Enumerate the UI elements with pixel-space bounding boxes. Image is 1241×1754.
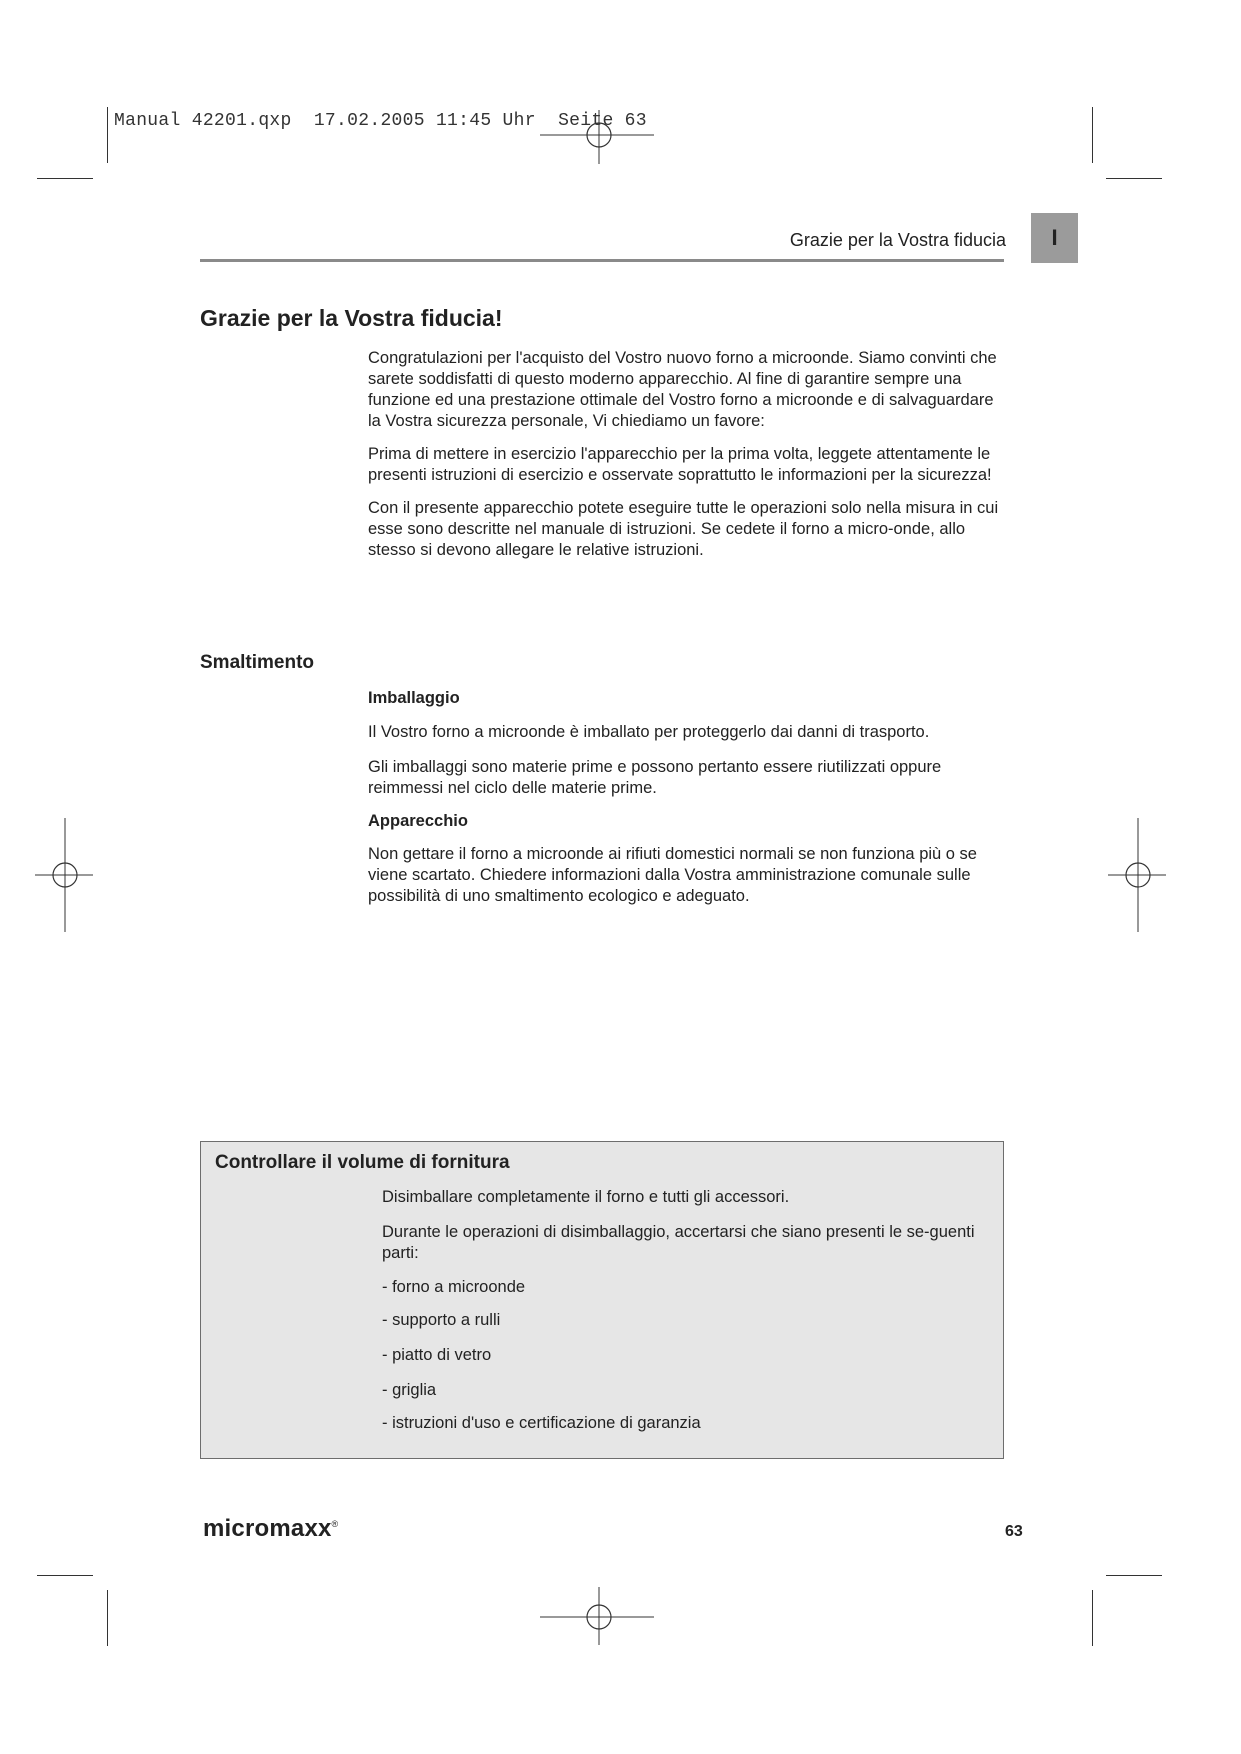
registration-mark-icon <box>35 818 95 934</box>
brand-name: micromaxx <box>203 1515 332 1542</box>
intro-text <box>368 348 1008 561</box>
crop-mark <box>1106 178 1162 179</box>
list-item: - supporto a rulli <box>382 1311 501 1329</box>
paragraph: Durante le operazioni di disimballaggio, accertarsi che siano presenti le se-guenti parti: <box>382 1223 975 1262</box>
list-item: - istruzioni d'uso e certificazione di garanzia <box>382 1414 701 1432</box>
paragraph: Il Vostro forno a microonde è imballato per proteggerlo dai danni di trasporto. <box>368 723 930 741</box>
crop-mark <box>37 1575 93 1576</box>
crop-mark <box>1092 107 1093 163</box>
list-item: - piatto di vetro <box>382 1346 492 1364</box>
brand-logo <box>203 1515 338 1543</box>
header-rule <box>200 259 1004 262</box>
crop-mark <box>107 107 108 163</box>
crop-mark <box>107 1590 108 1646</box>
page-title: Grazie per la Vostra fiducia! <box>200 305 503 331</box>
subheading: Imballaggio <box>368 689 460 707</box>
crop-mark <box>37 178 93 179</box>
paragraph: Congratulazioni per l'acquisto del Vostro nuovo forno a microonde. Siamo convinti che sarete soddisfatti di questo moderno apparecchio. Al fine di garantire sempre una funzione ed una prestazione ottimale del Vostro forno a microonde e di salvaguardare la Vostra sicurezza personale, Vi chiediamo un favore: <box>368 349 997 430</box>
section-heading: Smaltimento <box>200 652 315 673</box>
disposal-text <box>368 688 1008 907</box>
box-title: Controllare il volume di fornitura <box>215 1152 510 1173</box>
delivery-contents-box <box>200 1141 1004 1459</box>
box-content <box>382 1187 982 1434</box>
paragraph: Disimballare completamente il forno e tutti gli accessori. <box>382 1188 790 1206</box>
registration-mark-icon <box>1108 818 1168 934</box>
list-item: - griglia <box>382 1381 437 1399</box>
list-item: - forno a microonde <box>382 1278 526 1296</box>
print-slug: Manual 42201.qxp 17.02.2005 11:45 Uhr Seite 63 <box>114 111 647 131</box>
paragraph: Prima di mettere in esercizio l'apparecchio per la prima volta, leggete attentamente le presenti istruzioni di esercizio e osservate soprattutto le informazioni per la sicurezza! <box>368 445 992 484</box>
registered-mark: ® <box>331 1519 339 1529</box>
registration-mark-icon <box>540 110 660 166</box>
page-number: 63 <box>1005 1523 1023 1540</box>
language-tab: I <box>1031 213 1078 263</box>
running-header-title: Grazie per la Vostra fiducia <box>789 230 1006 250</box>
crop-mark <box>1092 1590 1093 1646</box>
paragraph: Gli imballaggi sono materie prime e possono pertanto essere riutilizzati oppure reimmessi nel ciclo delle materie prime. <box>368 758 942 797</box>
registration-mark-icon <box>540 1587 660 1647</box>
paragraph: Con il presente apparecchio potete eseguire tutte le operazioni solo nella misura in cui esse sono descritte nel manuale di istruzioni. Se cedete il forno a micro-onde, allo stesso si devono allegare le relative istruzioni. <box>368 499 999 559</box>
crop-mark <box>1106 1575 1162 1576</box>
subheading: Apparecchio <box>368 812 468 830</box>
paragraph: Non gettare il forno a microonde ai rifiuti domestici normali se non funziona più o se viene scartato. Chiedere informazioni dalla Vostra amministrazione comunale sulle possibilità di uno smaltimento ecologico e adeguato. <box>368 845 977 905</box>
